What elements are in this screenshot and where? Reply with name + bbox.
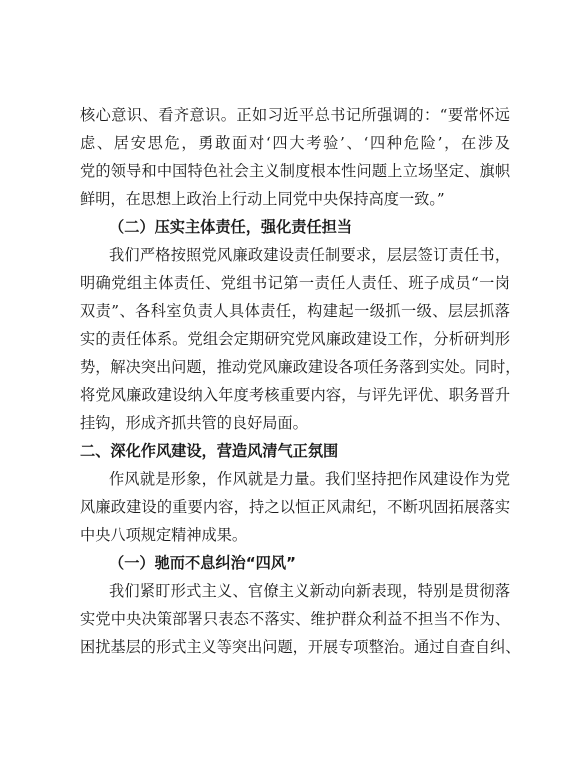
paragraph-line: 我们紧盯形式主义、官僚主义新动向新表现，特别是贯彻落	[109, 582, 510, 600]
paragraph-line: 作风就是形象，作风就是力量。我们坚持把作风建设作为党	[109, 470, 510, 488]
paragraph-line: 核心意识、看齐意识。正如习近平总书记所强调的：“要常怀远	[80, 106, 510, 124]
paragraph-line: 党的领导和中国特色社会主义制度根本性问题上立场坚定、旗帜	[80, 162, 510, 180]
paragraph-line: 虑、居安思危，勇敢面对‘四大考验’、‘四种危险’，在涉及	[80, 134, 510, 152]
paragraph-line: 鲜明，在思想上政治上行动上同党中央保持高度一致。”	[80, 190, 445, 208]
paragraph-line: 实的责任体系。党组会定期研究党风廉政建设工作，分析研判形	[80, 330, 510, 348]
paragraph-line: 双责”、各科室负责人具体责任，构建起一级抓一级、层层抓落	[80, 302, 510, 320]
paragraph-line: 势，解决突出问题，推动党风廉政建设各项任务落到实处。同时，	[80, 358, 521, 376]
paragraph-line: 实党中央决策部署只表态不落实、维护群众利益不担当不作为、	[80, 610, 510, 628]
paragraph-line: 困扰基层的形式主义等突出问题，开展专项整治。通过自查自纠、	[80, 638, 521, 656]
subsection-heading: （一）驰而不息纠治“四风”	[109, 554, 297, 572]
paragraph-line: 明确党组主体责任、党组书记第一责任人责任、班子成员“一岗	[80, 274, 510, 292]
paragraph-line: 我们严格按照党风廉政建设责任制要求，层层签订责任书，	[109, 246, 510, 264]
section-heading: 二、深化作风建设，营造风清气正氛围	[80, 442, 339, 460]
subsection-heading: （二）压实主体责任，强化责任担当	[109, 218, 352, 236]
paragraph-line: 挂钩，形成齐抓共管的良好局面。	[80, 414, 308, 432]
paragraph-line: 中央八项规定精神成果。	[80, 526, 248, 544]
paragraph-line: 将党风廉政建设纳入年度考核重要内容，与评先评优、职务晋升	[80, 386, 510, 404]
paragraph-line: 风廉政建设的重要内容，持之以恒正风肃纪，不断巩固拓展落实	[80, 498, 510, 516]
